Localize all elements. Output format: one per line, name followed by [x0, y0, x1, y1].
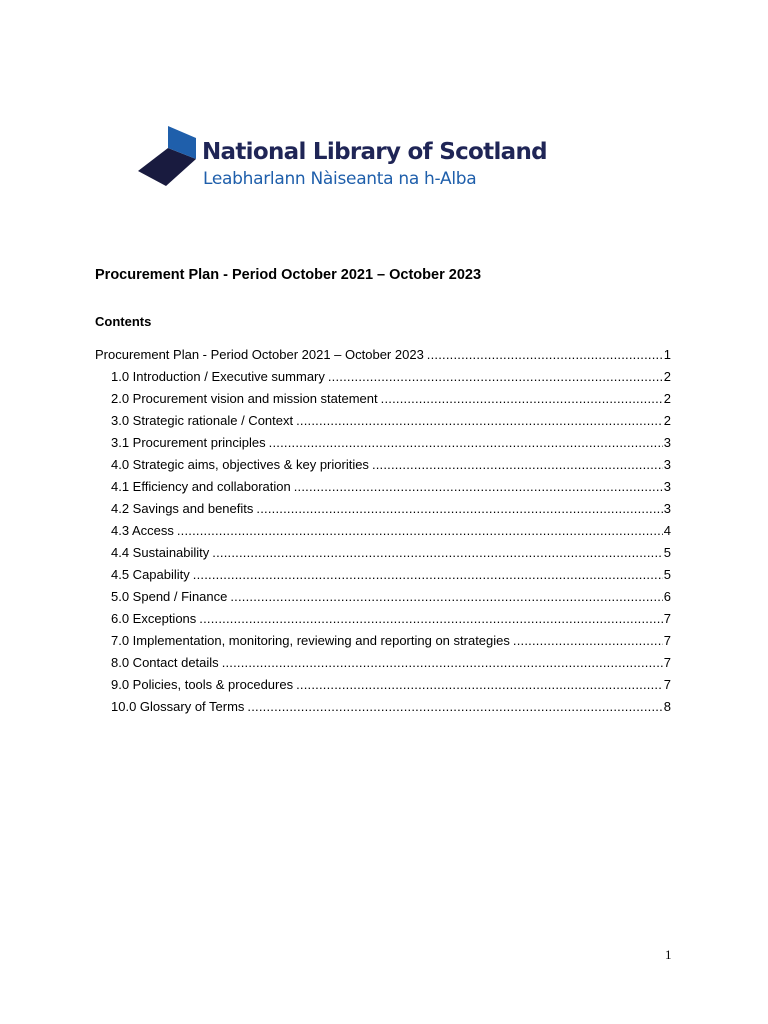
- toc-dot-leader: [193, 564, 663, 586]
- toc-dot-leader: [328, 366, 663, 388]
- toc-entry-title: 6.0 Exceptions: [111, 611, 197, 626]
- toc-entry[interactable]: [95, 674, 671, 696]
- toc-entry-page: 7: [663, 655, 671, 670]
- toc-entry-page: 3: [663, 501, 671, 516]
- toc-entry-title: 3.1 Procurement principles: [111, 435, 266, 450]
- toc-dot-leader: [230, 586, 662, 608]
- toc-entry-page: 5: [663, 545, 671, 560]
- toc-entry-page: 3: [663, 457, 671, 472]
- toc-entry[interactable]: [95, 432, 671, 454]
- toc-dot-leader: [269, 432, 663, 454]
- toc-entry[interactable]: [95, 564, 671, 586]
- toc-entry[interactable]: [95, 344, 671, 366]
- toc-entry-title: 7.0 Implementation, monitoring, reviewing and reporting on strategies: [111, 633, 510, 648]
- toc-dot-leader: [177, 520, 663, 542]
- toc-dot-leader: [513, 630, 663, 652]
- toc-entry-title: Procurement Plan - Period October 2021 – October 2023: [95, 347, 424, 362]
- toc-entry-title: 4.5 Capability: [111, 567, 190, 582]
- toc-entry-page: 7: [663, 677, 671, 692]
- toc-entry-title: 4.0 Strategic aims, objectives & key priorities: [111, 457, 369, 472]
- toc-entry-title: 9.0 Policies, tools & procedures: [111, 677, 294, 692]
- toc-dot-leader: [381, 388, 663, 410]
- toc-dot-leader: [296, 410, 663, 432]
- toc-dot-leader: [294, 476, 663, 498]
- toc-entry[interactable]: [95, 608, 671, 630]
- toc-entry-page: 3: [663, 479, 671, 494]
- toc-entry-title: 3.0 Strategic rationale / Context: [111, 413, 294, 428]
- toc-entry-title: 4.2 Savings and benefits: [111, 501, 254, 516]
- toc-entry[interactable]: [95, 520, 671, 542]
- toc-entry[interactable]: [95, 388, 671, 410]
- toc-entry[interactable]: [95, 410, 671, 432]
- toc-entry[interactable]: [95, 454, 671, 476]
- toc-dot-leader: [427, 344, 663, 366]
- table-of-contents: [95, 344, 671, 718]
- toc-entry-title: 5.0 Spend / Finance: [111, 589, 228, 604]
- toc-entry-title: 2.0 Procurement vision and mission statement: [111, 391, 378, 406]
- toc-entry[interactable]: [95, 586, 671, 608]
- toc-entry-page: 2: [663, 369, 671, 384]
- toc-entry-page: 6: [663, 589, 671, 604]
- toc-entry-page: 2: [663, 413, 671, 428]
- toc-entry[interactable]: [95, 652, 671, 674]
- toc-entry-page: 8: [663, 699, 671, 714]
- toc-entry-title: 4.4 Sustainability: [111, 545, 210, 560]
- toc-entry-page: 3: [663, 435, 671, 450]
- toc-entry-title: 8.0 Contact details: [111, 655, 219, 670]
- toc-dot-leader: [372, 454, 663, 476]
- toc-entry-page: 4: [663, 523, 671, 538]
- toc-dot-leader: [212, 542, 662, 564]
- logo-name-english: National Library of Scotland: [202, 139, 547, 165]
- toc-entry-title: 4.1 Efficiency and collaboration: [111, 479, 291, 494]
- toc-entry-page: 5: [663, 567, 671, 582]
- toc-dot-leader: [247, 696, 662, 718]
- toc-entry[interactable]: [95, 498, 671, 520]
- contents-heading: Contents: [95, 314, 152, 329]
- toc-entry[interactable]: [95, 476, 671, 498]
- toc-dot-leader: [199, 608, 662, 630]
- toc-entry-title: 4.3 Access: [111, 523, 174, 538]
- logo-cube-icon: [138, 126, 198, 192]
- toc-entry-title: 10.0 Glossary of Terms: [111, 699, 245, 714]
- toc-dot-leader: [222, 652, 663, 674]
- toc-entry-page: 7: [663, 611, 671, 626]
- toc-dot-leader: [256, 498, 662, 520]
- toc-dot-leader: [296, 674, 663, 696]
- organization-logo: [138, 126, 598, 192]
- toc-entry-page: 2: [663, 391, 671, 406]
- toc-entry-page: 7: [663, 633, 671, 648]
- toc-entry[interactable]: [95, 630, 671, 652]
- toc-entry-title: 1.0 Introduction / Executive summary: [111, 369, 325, 384]
- document-title: Procurement Plan - Period October 2021 – October 2023: [95, 267, 482, 283]
- logo-name-gaelic: Leabharlann Nàiseanta na h-Alba: [203, 169, 477, 189]
- toc-entry[interactable]: [95, 696, 671, 718]
- toc-entry-page: 1: [663, 347, 671, 362]
- toc-entry[interactable]: [95, 542, 671, 564]
- page-number: 1: [665, 947, 672, 962]
- toc-entry[interactable]: [95, 366, 671, 388]
